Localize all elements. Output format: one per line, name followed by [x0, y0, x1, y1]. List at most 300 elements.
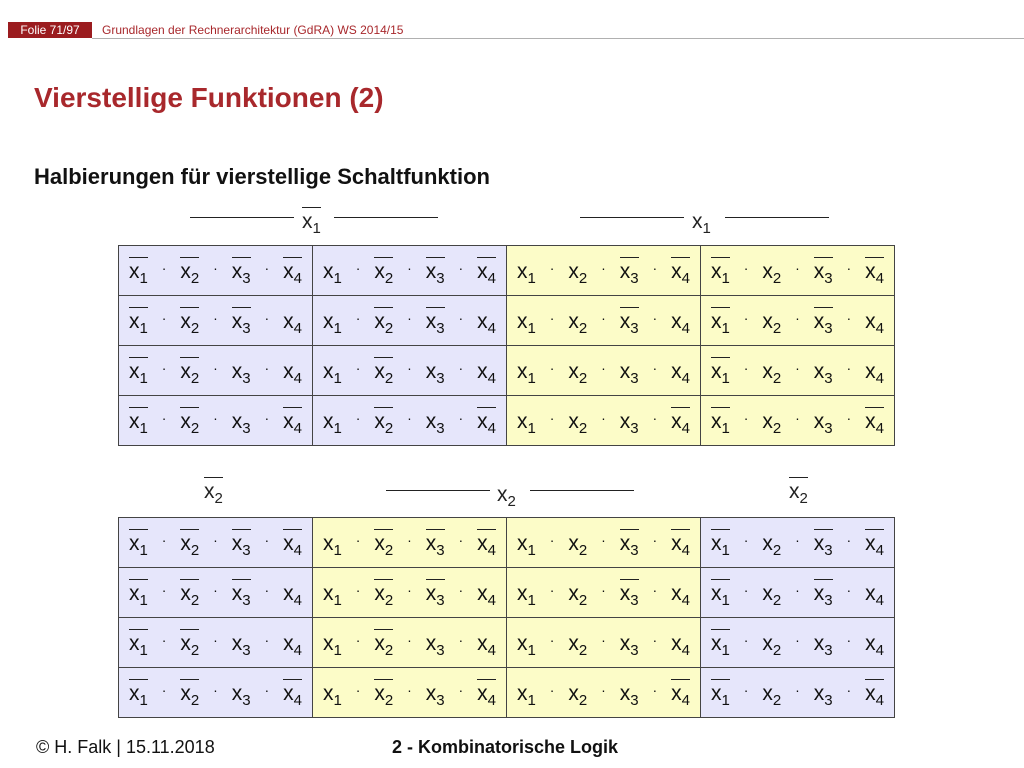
literal-x2: $x_2$ [374, 254, 393, 287]
product-term [507, 668, 700, 717]
literal-x4: $x_4$ [283, 254, 302, 287]
and-dot: · [407, 309, 412, 326]
literal-x2: $x_2$ [374, 676, 393, 709]
and-dot: · [743, 309, 749, 326]
literal-x4: $x_4$ [283, 304, 302, 337]
product-term [119, 568, 312, 617]
table2-row [119, 618, 895, 668]
and-dot: · [652, 409, 658, 426]
literal-x1: $x_1$ [129, 304, 148, 337]
header-var: $x_2$ [204, 480, 223, 508]
header-rule [190, 217, 294, 218]
product-term [119, 668, 312, 717]
literal-x3: $x_3$ [814, 404, 833, 437]
and-dot: · [846, 631, 852, 648]
literal-x2: $x_2$ [568, 526, 587, 559]
literal-x1: $x_1$ [323, 576, 342, 609]
table2-cell [701, 618, 895, 668]
and-dot: · [264, 581, 270, 598]
and-dot: · [549, 631, 555, 648]
literal-x1: $x_1$ [129, 576, 148, 609]
literal-x4: $x_4$ [477, 304, 496, 337]
and-dot: · [458, 531, 464, 548]
and-dot: · [743, 531, 749, 548]
and-dot: · [846, 409, 852, 426]
table1-cell [701, 346, 895, 396]
product-term [119, 518, 312, 567]
literal-x3: $x_3$ [814, 526, 833, 559]
literal-x2: $x_2$ [374, 354, 393, 387]
literal-x4: $x_4$ [865, 254, 884, 287]
literal-x4: $x_4$ [671, 626, 690, 659]
literal-x2: $x_2$ [568, 304, 587, 337]
table2-cell [119, 518, 313, 568]
product-term [313, 518, 506, 567]
and-dot: · [549, 359, 555, 376]
literal-x3: $x_3$ [814, 254, 833, 287]
literal-x3: $x_3$ [620, 404, 639, 437]
and-dot: · [846, 581, 852, 598]
product-term [701, 246, 894, 295]
literal-x4: $x_4$ [283, 676, 302, 709]
header-rule [334, 217, 438, 218]
literal-x1: $x_1$ [323, 354, 342, 387]
table1-row [119, 296, 895, 346]
product-term [507, 246, 700, 295]
and-dot: · [355, 531, 361, 548]
and-dot: · [355, 259, 361, 276]
table2-header-left [204, 474, 223, 507]
literal-x1: $x_1$ [129, 676, 148, 709]
literal-x1: $x_1$ [323, 526, 342, 559]
and-dot: · [355, 309, 361, 326]
and-dot: · [846, 681, 852, 698]
product-term [701, 518, 894, 567]
course-title: Grundlagen der Rechnerarchitektur (GdRA) WS 2014/15 [102, 23, 404, 37]
header-var: $x_1$ [692, 210, 711, 238]
and-dot: · [355, 681, 361, 698]
literal-x4: $x_4$ [477, 676, 496, 709]
footer-author-date: © H. Falk | 15.11.2018 [36, 737, 215, 757]
and-dot: · [601, 309, 606, 326]
literal-x1: $x_1$ [129, 404, 148, 437]
literal-x3: $x_3$ [620, 626, 639, 659]
and-dot: · [407, 409, 412, 426]
and-dot: · [601, 681, 606, 698]
and-dot: · [458, 681, 464, 698]
literal-x4: $x_4$ [477, 404, 496, 437]
literal-x3: $x_3$ [620, 676, 639, 709]
product-term [313, 568, 506, 617]
and-dot: · [795, 631, 800, 648]
and-dot: · [161, 309, 167, 326]
and-dot: · [213, 359, 218, 376]
literal-x4: $x_4$ [477, 526, 496, 559]
header-divider [92, 38, 1024, 39]
literal-x1: $x_1$ [711, 626, 730, 659]
literal-x2: $x_2$ [374, 304, 393, 337]
and-dot: · [601, 581, 606, 598]
literal-x1: $x_1$ [517, 676, 536, 709]
literal-x4: $x_4$ [671, 526, 690, 559]
and-dot: · [264, 309, 270, 326]
literal-x1: $x_1$ [129, 626, 148, 659]
product-term [701, 296, 894, 345]
literal-x2: $x_2$ [568, 404, 587, 437]
and-dot: · [161, 531, 167, 548]
and-dot: · [846, 359, 852, 376]
and-dot: · [795, 259, 800, 276]
and-dot: · [458, 359, 464, 376]
and-dot: · [458, 259, 464, 276]
literal-x1: $x_1$ [711, 354, 730, 387]
literal-x3: $x_3$ [232, 254, 251, 287]
product-term [119, 618, 312, 667]
literal-x1: $x_1$ [711, 676, 730, 709]
and-dot: · [549, 531, 555, 548]
and-dot: · [743, 359, 749, 376]
and-dot: · [264, 359, 270, 376]
and-dot: · [264, 531, 270, 548]
product-term [507, 568, 700, 617]
literal-x1: $x_1$ [129, 354, 148, 387]
and-dot: · [601, 531, 606, 548]
table2-cell [313, 568, 507, 618]
literal-x3: $x_3$ [232, 576, 251, 609]
and-dot: · [652, 309, 658, 326]
literal-x2: $x_2$ [180, 676, 199, 709]
literal-x2: $x_2$ [180, 404, 199, 437]
and-dot: · [795, 681, 800, 698]
literal-x4: $x_4$ [477, 354, 496, 387]
literal-x4: $x_4$ [671, 576, 690, 609]
table1-row [119, 346, 895, 396]
product-term [507, 346, 700, 395]
and-dot: · [407, 531, 412, 548]
and-dot: · [549, 581, 555, 598]
and-dot: · [355, 359, 361, 376]
header-var: $x_2$ [497, 483, 516, 511]
literal-x3: $x_3$ [426, 354, 445, 387]
literal-x1: $x_1$ [323, 304, 342, 337]
and-dot: · [846, 259, 852, 276]
and-dot: · [846, 309, 852, 326]
slide-title: Vierstellige Funktionen (2) [34, 82, 384, 113]
literal-x3: $x_3$ [814, 676, 833, 709]
literal-x4: $x_4$ [865, 676, 884, 709]
literal-x1: $x_1$ [323, 626, 342, 659]
table2-cell [507, 518, 701, 568]
table2-cell [119, 618, 313, 668]
literal-x3: $x_3$ [232, 676, 251, 709]
literal-x2: $x_2$ [762, 626, 781, 659]
header-rule [725, 217, 829, 218]
and-dot: · [264, 631, 270, 648]
literal-x1: $x_1$ [129, 254, 148, 287]
product-term [701, 668, 894, 717]
literal-x2: $x_2$ [762, 404, 781, 437]
and-dot: · [795, 409, 800, 426]
table1-header-left [302, 204, 321, 237]
table2-row [119, 568, 895, 618]
header-rule [386, 490, 490, 491]
and-dot: · [743, 681, 749, 698]
and-dot: · [264, 259, 270, 276]
table1-cell [507, 296, 701, 346]
table2-cell [119, 568, 313, 618]
and-dot: · [652, 681, 658, 698]
and-dot: · [213, 631, 218, 648]
literal-x3: $x_3$ [426, 676, 445, 709]
literal-x3: $x_3$ [426, 404, 445, 437]
and-dot: · [795, 309, 800, 326]
literal-x4: $x_4$ [671, 354, 690, 387]
table2-cell [119, 668, 313, 718]
header-var: $x_1$ [302, 210, 321, 238]
and-dot: · [652, 359, 658, 376]
literal-x4: $x_4$ [865, 404, 884, 437]
and-dot: · [213, 259, 218, 276]
and-dot: · [264, 681, 270, 698]
table1-row [119, 396, 895, 446]
literal-x2: $x_2$ [374, 626, 393, 659]
table1-cell [313, 396, 507, 446]
and-dot: · [264, 409, 270, 426]
and-dot: · [601, 259, 606, 276]
literal-x3: $x_3$ [232, 304, 251, 337]
product-term [507, 296, 700, 345]
table2-cell [507, 618, 701, 668]
literal-x4: $x_4$ [671, 676, 690, 709]
and-dot: · [743, 631, 749, 648]
table1-cell [701, 396, 895, 446]
slide-subtitle: Halbierungen für vierstellige Schaltfunktion [34, 164, 490, 189]
and-dot: · [161, 681, 167, 698]
and-dot: · [407, 681, 412, 698]
table1-cell [119, 396, 313, 446]
literal-x4: $x_4$ [283, 526, 302, 559]
and-dot: · [161, 581, 167, 598]
literal-x4: $x_4$ [477, 254, 496, 287]
and-dot: · [213, 309, 218, 326]
literal-x4: $x_4$ [283, 576, 302, 609]
literal-x3: $x_3$ [232, 354, 251, 387]
table1-cell [507, 396, 701, 446]
table1-cell [119, 296, 313, 346]
table1-header-right [692, 204, 711, 237]
product-term [701, 618, 894, 667]
literal-x1: $x_1$ [323, 676, 342, 709]
and-dot: · [743, 259, 749, 276]
literal-x4: $x_4$ [477, 576, 496, 609]
literal-x2: $x_2$ [762, 254, 781, 287]
table2-header-right [789, 474, 808, 507]
literal-x1: $x_1$ [711, 576, 730, 609]
product-term [119, 296, 312, 345]
and-dot: · [407, 631, 412, 648]
and-dot: · [795, 581, 800, 598]
table2-cell [313, 518, 507, 568]
and-dot: · [355, 631, 361, 648]
table2-cell [701, 668, 895, 718]
literal-x4: $x_4$ [283, 626, 302, 659]
literal-x4: $x_4$ [865, 576, 884, 609]
literal-x1: $x_1$ [517, 304, 536, 337]
and-dot: · [161, 259, 167, 276]
literal-x1: $x_1$ [517, 576, 536, 609]
literal-x2: $x_2$ [568, 576, 587, 609]
literal-x2: $x_2$ [180, 354, 199, 387]
and-dot: · [355, 409, 361, 426]
literal-x2: $x_2$ [762, 526, 781, 559]
literal-x2: $x_2$ [180, 576, 199, 609]
literal-x2: $x_2$ [374, 404, 393, 437]
literal-x1: $x_1$ [129, 526, 148, 559]
table1-cell [507, 346, 701, 396]
and-dot: · [407, 581, 412, 598]
product-term [313, 346, 506, 395]
table2-header-mid [497, 477, 516, 510]
and-dot: · [549, 409, 555, 426]
literal-x2: $x_2$ [762, 354, 781, 387]
table1-cell [701, 296, 895, 346]
literal-x3: $x_3$ [426, 576, 445, 609]
table2-cell [313, 618, 507, 668]
product-term [313, 618, 506, 667]
literal-x1: $x_1$ [323, 404, 342, 437]
literal-x4: $x_4$ [477, 626, 496, 659]
literal-x3: $x_3$ [232, 404, 251, 437]
and-dot: · [652, 581, 658, 598]
literal-x2: $x_2$ [568, 676, 587, 709]
literal-x2: $x_2$ [762, 304, 781, 337]
literal-x4: $x_4$ [865, 304, 884, 337]
literal-x1: $x_1$ [517, 254, 536, 287]
literal-x2: $x_2$ [762, 676, 781, 709]
literal-x3: $x_3$ [620, 304, 639, 337]
table2-cell [507, 668, 701, 718]
and-dot: · [458, 409, 464, 426]
product-term [701, 396, 894, 445]
literal-x1: $x_1$ [711, 304, 730, 337]
literal-x3: $x_3$ [620, 576, 639, 609]
and-dot: · [458, 631, 464, 648]
halving-table-x2 [118, 517, 895, 718]
literal-x1: $x_1$ [711, 254, 730, 287]
literal-x1: $x_1$ [517, 526, 536, 559]
and-dot: · [355, 581, 361, 598]
table1-cell [507, 246, 701, 296]
literal-x1: $x_1$ [517, 354, 536, 387]
literal-x2: $x_2$ [568, 254, 587, 287]
table2-cell [313, 668, 507, 718]
table2-row [119, 668, 895, 718]
literal-x3: $x_3$ [426, 254, 445, 287]
and-dot: · [549, 681, 555, 698]
and-dot: · [601, 409, 606, 426]
table2-cell [507, 568, 701, 618]
product-term [313, 396, 506, 445]
literal-x3: $x_3$ [814, 354, 833, 387]
and-dot: · [601, 631, 606, 648]
literal-x3: $x_3$ [814, 626, 833, 659]
literal-x4: $x_4$ [671, 254, 690, 287]
product-term [119, 246, 312, 295]
literal-x4: $x_4$ [865, 626, 884, 659]
header-rule [530, 490, 634, 491]
product-term [313, 668, 506, 717]
literal-x1: $x_1$ [711, 526, 730, 559]
literal-x3: $x_3$ [426, 526, 445, 559]
header-rule [580, 217, 684, 218]
and-dot: · [601, 359, 606, 376]
and-dot: · [407, 259, 412, 276]
halving-table-x1 [118, 245, 895, 446]
literal-x3: $x_3$ [620, 526, 639, 559]
and-dot: · [795, 359, 800, 376]
literal-x4: $x_4$ [283, 354, 302, 387]
and-dot: · [795, 531, 800, 548]
and-dot: · [213, 531, 218, 548]
literal-x3: $x_3$ [620, 354, 639, 387]
and-dot: · [458, 581, 464, 598]
table1-cell [313, 296, 507, 346]
table2-cell [701, 568, 895, 618]
and-dot: · [161, 359, 167, 376]
literal-x4: $x_4$ [671, 404, 690, 437]
literal-x3: $x_3$ [814, 304, 833, 337]
literal-x2: $x_2$ [374, 526, 393, 559]
product-term [119, 396, 312, 445]
table1-cell [313, 246, 507, 296]
and-dot: · [213, 681, 218, 698]
literal-x3: $x_3$ [620, 254, 639, 287]
literal-x1: $x_1$ [711, 404, 730, 437]
and-dot: · [743, 581, 749, 598]
table1-row [119, 246, 895, 296]
table2-row [119, 518, 895, 568]
literal-x3: $x_3$ [232, 526, 251, 559]
footer-chapter: 2 - Kombinatorische Logik [392, 737, 619, 757]
literal-x2: $x_2$ [374, 576, 393, 609]
literal-x1: $x_1$ [323, 254, 342, 287]
literal-x3: $x_3$ [814, 576, 833, 609]
product-term [507, 396, 700, 445]
literal-x3: $x_3$ [426, 626, 445, 659]
and-dot: · [458, 309, 464, 326]
table1-cell [313, 346, 507, 396]
product-term [507, 618, 700, 667]
slide-number: Folie 71/97 [8, 22, 92, 38]
literal-x2: $x_2$ [180, 626, 199, 659]
and-dot: · [846, 531, 852, 548]
literal-x1: $x_1$ [517, 404, 536, 437]
literal-x2: $x_2$ [568, 354, 587, 387]
table1-cell [119, 246, 313, 296]
and-dot: · [161, 631, 167, 648]
product-term [507, 518, 700, 567]
table2-cell [701, 518, 895, 568]
literal-x3: $x_3$ [426, 304, 445, 337]
and-dot: · [743, 409, 749, 426]
product-term [701, 346, 894, 395]
literal-x3: $x_3$ [232, 626, 251, 659]
literal-x4: $x_4$ [283, 404, 302, 437]
and-dot: · [213, 581, 218, 598]
and-dot: · [652, 259, 658, 276]
product-term [701, 568, 894, 617]
literal-x2: $x_2$ [568, 626, 587, 659]
